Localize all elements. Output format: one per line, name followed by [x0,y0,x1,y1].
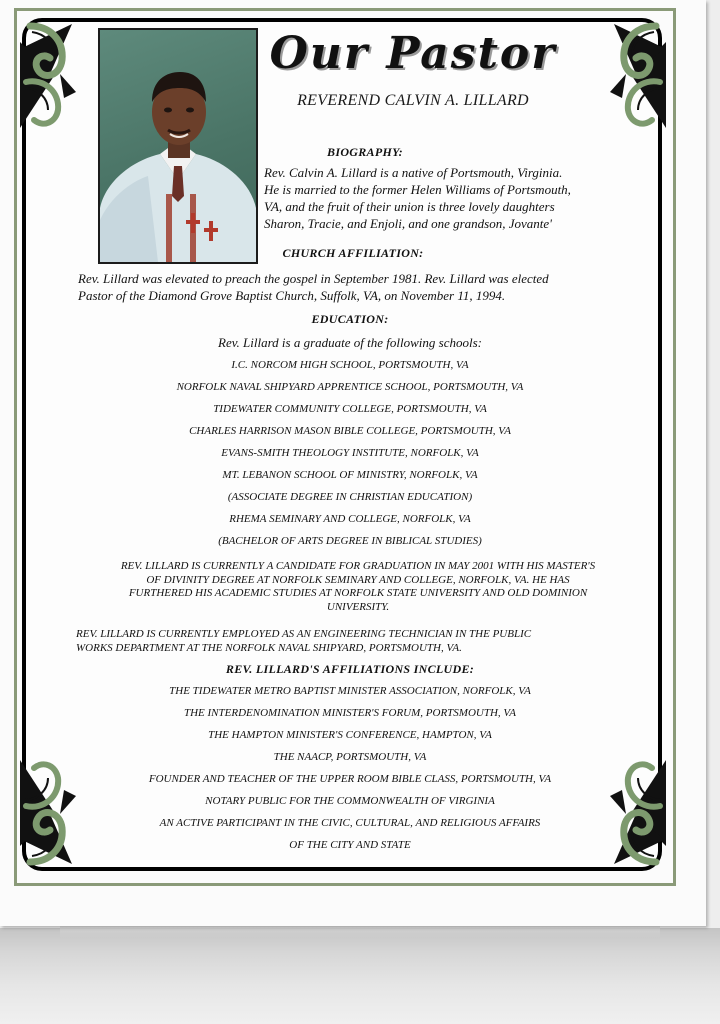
school-item: I.C. NORCOM HIGH SCHOOL, PORTSMOUTH, VA [231,359,469,371]
employment-line: WORKS DEPARTMENT AT THE NORFOLK NAVAL SHIPYARD, PORTSMOUTH, VA. [76,641,462,654]
affiliations-heading: REV. LILLARD'S AFFILIATIONS INCLUDE: [225,662,475,676]
candidate-line: FURTHERED HIS ACADEMIC STUDIES AT NORFOLK STATE UNIVERSITY AND OLD DOMINION [128,587,588,599]
affiliations-list [60,680,640,856]
employment-line: REV. LILLARD IS CURRENTLY EMPLOYED AS AN ENGINEERING TECHNICIAN IN THE PUBLIC [76,628,532,640]
graduation-candidate-text [78,560,638,614]
school-item: (ASSOCIATE DEGREE IN CHRISTIAN EDUCATION) [227,491,473,503]
school-item: RHEMA SEMINARY AND COLLEGE, NORFOLK, VA [229,513,471,525]
candidate-line: OF DIVINITY DEGREE AT NORFOLK SEMINARY AND COLLEGE, NORFOLK, VA. HE HAS [146,573,570,586]
scanner-background [0,928,720,1024]
church-affiliation-line: Rev. Lillard was elevated to preach the gospel in September 1981. Rev. Lillard was elected [78,271,549,286]
candidate-line: REV. LILLARD IS CURRENTLY A CANDIDATE FOR GRADUATION IN MAY 2001 WITH HIS MASTER'S [120,560,596,572]
affiliation-item: THE NAACP, PORTSMOUTH, VA [273,751,427,763]
affiliation-item: FOUNDER AND TEACHER OF THE UPPER ROOM BIBLE CLASS, PORTSMOUTH, VA [148,773,552,785]
church-affiliation-text [78,270,638,304]
school-item: TIDEWATER COMMUNITY COLLEGE, PORTSMOUTH, VA [213,403,487,415]
school-item: NORFOLK NAVAL SHIPYARD APPRENTICE SCHOOL, PORTSMOUTH, VA [176,381,524,393]
portrait-illustration-icon [100,30,256,262]
pastor-portrait [98,28,258,264]
affiliation-item: THE TIDEWATER METRO BAPTIST MINISTER ASSOCIATION, NORFOLK, VA [169,685,531,697]
school-item: MT. LEBANON SCHOOL OF MINISTRY, NORFOLK, VA [222,469,478,481]
biography-line: Sharon, Tracie, and Enjoli, and one grandson, Jovante' [264,216,552,231]
corner-ornament-top-right-icon [606,18,672,136]
education-heading: EDUCATION: [311,312,389,326]
employment-text [76,628,636,655]
affiliation-item: OF THE CITY AND STATE [289,839,411,851]
affiliation-item: NOTARY PUBLIC FOR THE COMMONWEALTH OF VIRGINIA [205,795,495,807]
corner-ornament-top-left-icon [14,18,80,136]
church-affiliation-line: Pastor of the Diamond Grove Baptist Church, Suffolk, VA, on November 11, 1994. [78,288,506,303]
affiliation-item: AN ACTIVE PARTICIPANT IN THE CIVIC, CULTURAL, AND RELIGIOUS AFFAIRS [159,817,541,829]
education-list [60,332,640,552]
school-item: EVANS-SMITH THEOLOGY INSTITUTE, NORFOLK, VA [221,447,479,459]
school-item: (BACHELOR OF ARTS DEGREE IN BIBLICAL STUDIES) [218,535,482,547]
candidate-line: UNIVERSITY. [326,600,390,613]
page-title: Our Pastor [269,28,557,79]
biography-line: VA, and the fruit of their union is three lovely daughters [264,199,555,214]
school-item: CHARLES HARRISON MASON BIBLE COLLEGE, PORTSMOUTH, VA [189,425,511,437]
biography-line: He is married to the former Helen Williams of Portsmouth, [264,182,571,197]
education-intro: Rev. Lillard is a graduate of the following schools: [218,335,482,350]
affiliation-item: THE INTERDENOMINATION MINISTER'S FORUM, PORTSMOUTH, VA [183,707,517,719]
biography-line: Rev. Calvin A. Lillard is a native of Portsmouth, Virginia. [264,165,563,180]
biography-heading: BIOGRAPHY: [327,145,403,159]
pastor-name: REVEREND CALVIN A. LILLARD [297,92,529,109]
affiliation-item: THE HAMPTON MINISTER'S CONFERENCE, HAMPTON, VA [208,729,492,741]
church-affiliation-heading: CHURCH AFFILIATION: [282,246,424,260]
biography-text [264,164,634,232]
